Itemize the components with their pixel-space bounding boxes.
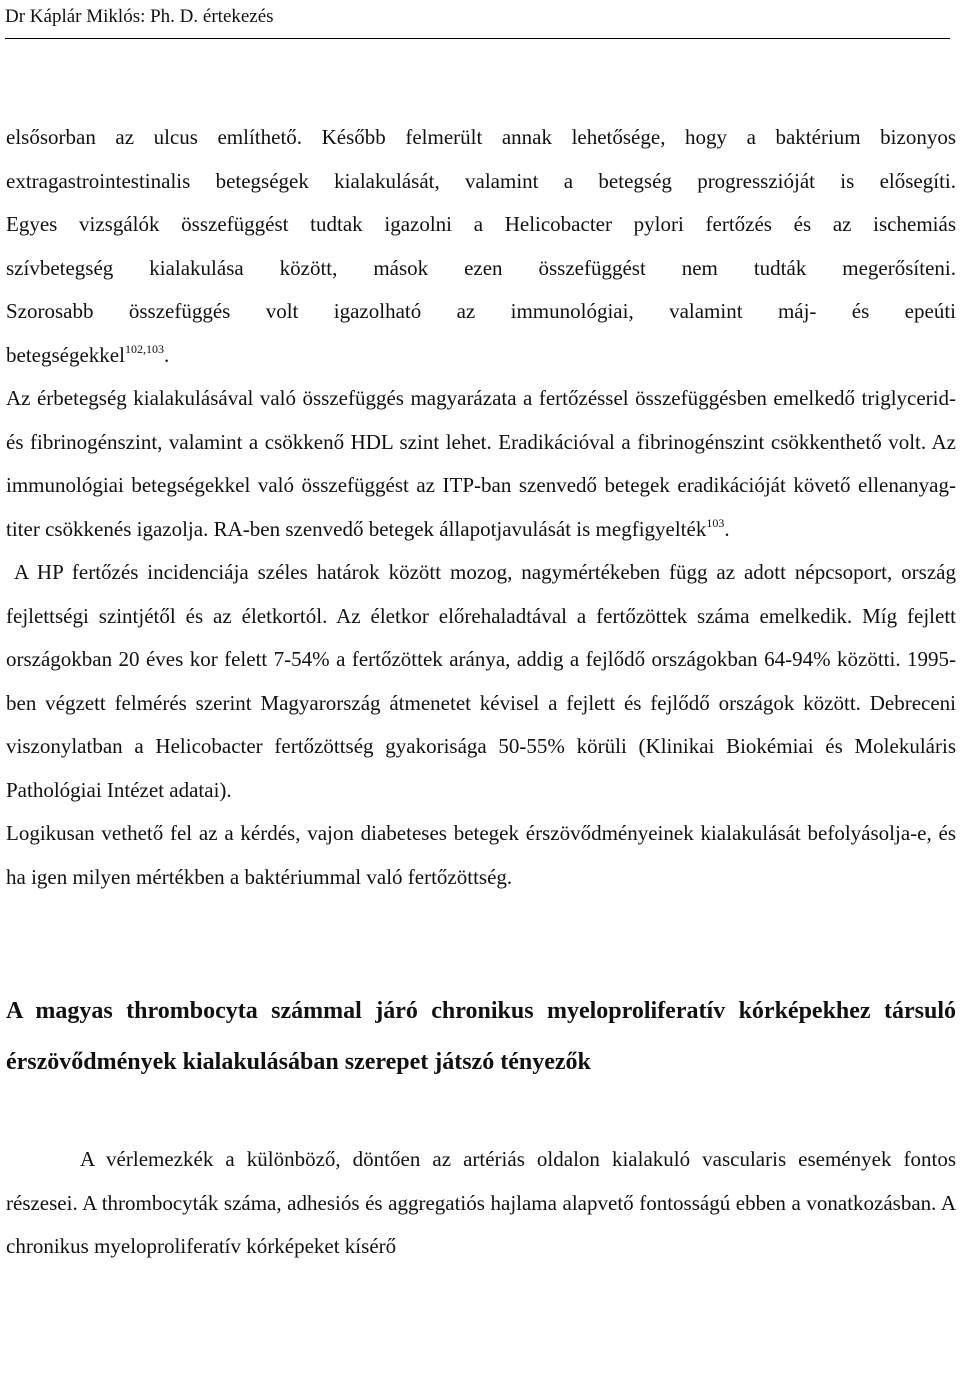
text-line-last: [6, 334, 956, 378]
paragraph-platelets: A vérlemezkék a különböző, döntően az artériás oldalon kialakuló vascularis események fontos részesei. A thrombocyták száma, adhesiós és aggregatiós hajlama alapvető fontosságú ebben a vonatkozásban. A chronikus myeloproliferatív kórképeket kísérő: [6, 1147, 956, 1258]
text-line: extragastrointestinalis betegségek kialakulását, valamint a betegség progresszióját is elősegíti.: [6, 168, 956, 193]
document-body: [6, 116, 956, 1269]
section-heading: A magyas thrombocyta számmal járó chronikus myeloproliferatív kórképekhez társuló érszövődmények kialakulásában szerepet játszó tényezők: [6, 998, 956, 1075]
text-fragment: .: [724, 516, 730, 541]
text-fragment: betegségekkel: [6, 342, 125, 367]
reference-superscript: 103: [706, 515, 725, 530]
paragraph-question: Logikusan vethető fel az a kérdés, vajon diabeteses betegek érszövődményeinek kialakulását befolyásolja-e, és ha igen milyen mértékben a baktériummal való fertőzöttség.: [6, 821, 956, 889]
reference-superscript: 102,103: [124, 341, 164, 356]
spacer: [6, 1088, 956, 1138]
spacer: [6, 899, 956, 986]
page-header: [5, 0, 950, 39]
text-line: Egyes vizsgálók összefüggést tudtak igazolni a Helicobacter pylori fertőzés és az ischemiás: [6, 212, 956, 236]
text-line: Szorosabb összefüggés volt igazolható az immunológiai, valamint máj- és epeúti: [6, 299, 956, 323]
paragraph-incidence: A HP fertőzés incidenciája széles határok között mozog, nagymértékeben függ az adott népcsoport, ország fejlettségi szintjétől és az életkortól. Az életkor előrehaladtával a fertőzöttek száma emelkedik. Míg fejlett országokban 20 éves kor felett 7-54% a fertőzöttek aránya, addig a fejlődő országokban 64-94% közötti. 1995-ben végzett felmérés szerint Magyarország átmenetet kévisel a fejlett és fejlődő országok között. Debreceni viszonylatban a Helicobacter fertőzöttség gyakorisága 50-55% körüli (Klinikai Biokémiai és Molekuláris Pathológiai Intézet adatai).: [6, 560, 956, 802]
text-fragment: .: [163, 342, 170, 367]
paragraph-ulcus: [6, 116, 956, 377]
text-line: elsősorban az ulcus említhető. Később felmerült annak lehetősége, hogy a baktérium bizonyos: [6, 125, 956, 149]
paragraph-text: Az érbetegség kialakulásával való összefüggés magyarázata a fertőzéssel összefüggésben emelkedő triglycerid- és fibrinogénszint, valamint a csökkenő HDL szint lehet. Eradikációval a fibrinogénszint csökkenthető volt. Az immunológiai betegségekkel való összefüggést az ITP-ban szenvedő betegek eradikációját követő ellenanyag-titer csökkenés igazolja. RA-ben szenvedő betegek állapotjavulását is megfigyelték: [6, 386, 956, 541]
paragraph-erbetegseg: [6, 377, 956, 551]
header-title: Dr Káplár Miklós: Ph. D. értekezés: [5, 6, 274, 27]
text-line: szívbetegség kialakulása között, mások ezen összefüggést nem tudták megerősíteni.: [6, 255, 956, 280]
